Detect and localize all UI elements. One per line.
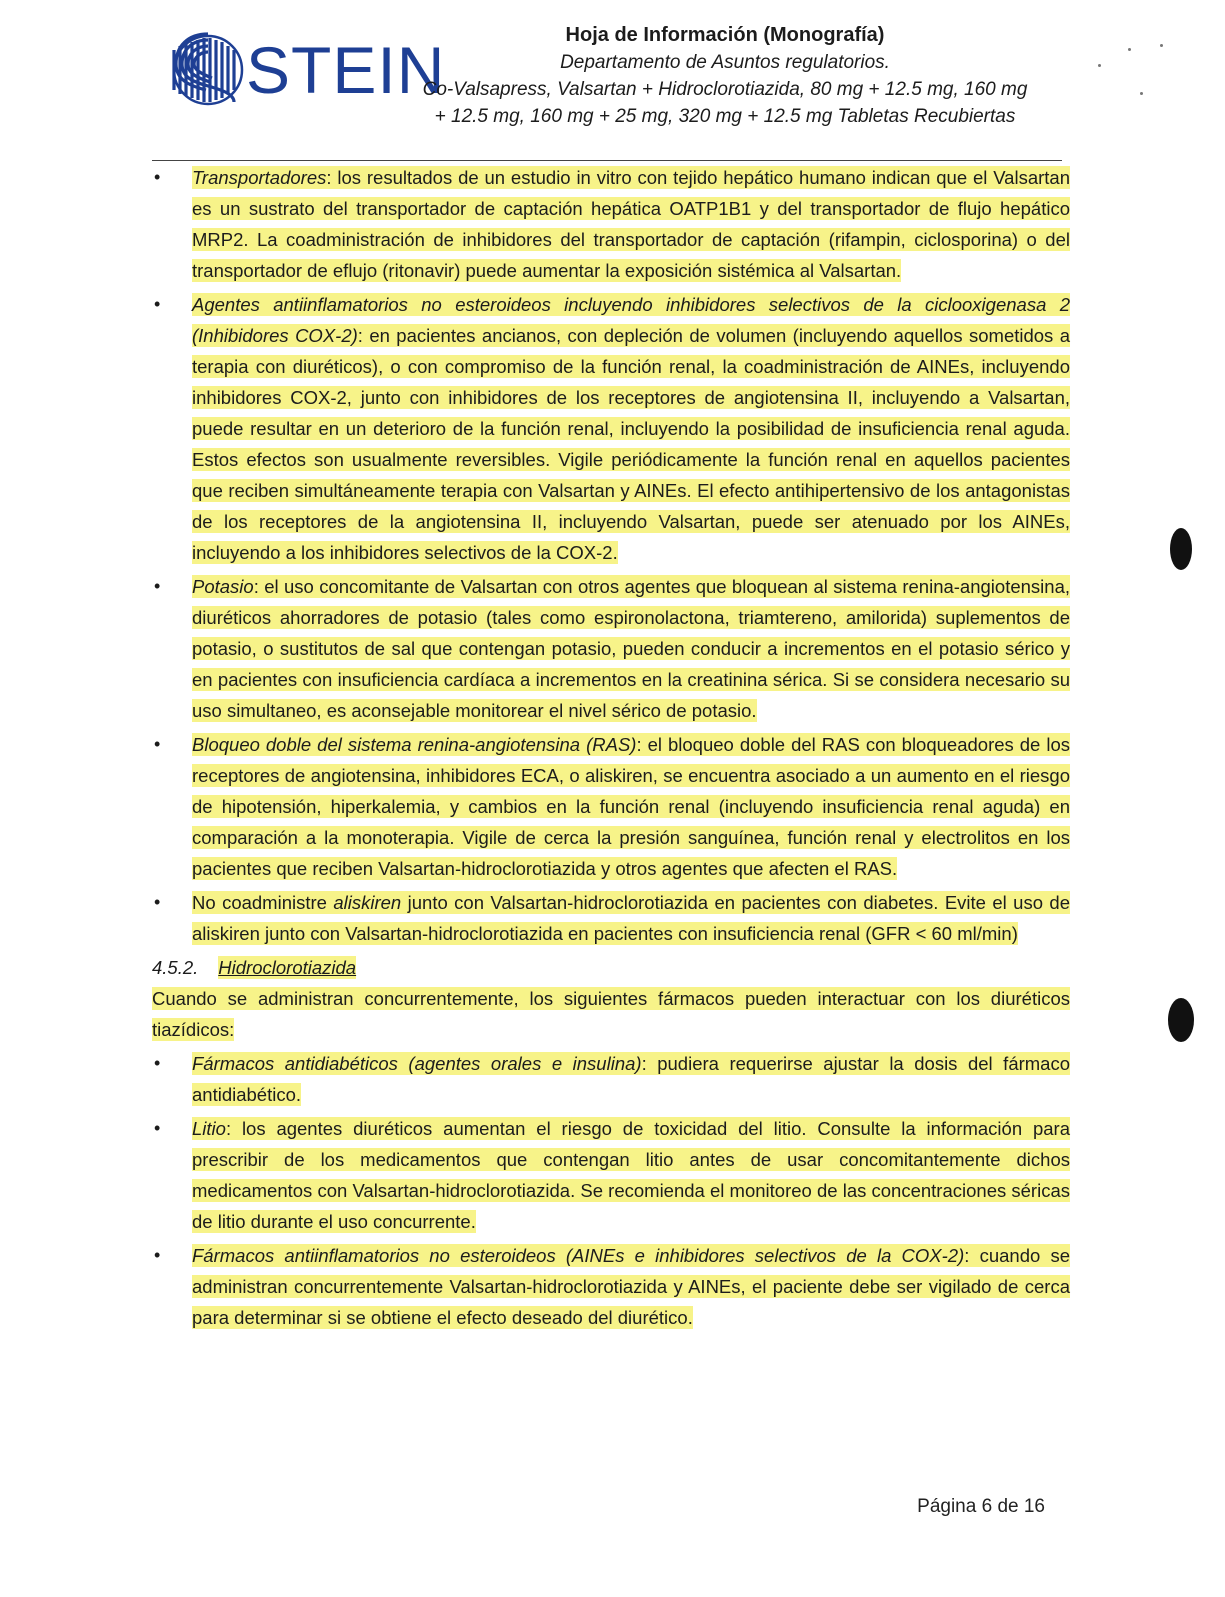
logo-wordmark: STEIN [246,33,446,107]
header-department: Departamento de Asuntos regulatorios. [560,52,890,73]
item-text: : el uso concomitante de Valsartan con otros agentes que bloquean al sistema renina-angiotensina, diuréticos ahorradores de potasio (tales como espironolactona, triamtereno, amilorida) suplementos de potasio, o sustitutos de sal que contengan potasio, pueden conducir a incrementos en el potasio sérico y en pacientes con insuficiencia cardíaca a incrementos en la creatinina sérica. Si se considera necesario su uso simultaneo, es aconsejable monitorear el nivel sérico de potasio. [192,576,1070,721]
list-item [152,162,1070,286]
bullet-icon: • [154,576,161,596]
list-item [152,289,1070,568]
header-product-line-1: Co-Valsapress, Valsartan + Hidroclorotiazida, 80 mg + 12.5 mg, 160 mg [422,79,1028,100]
document-header [385,22,1065,130]
section-number: 4.5.2. [152,957,199,978]
punch-hole-mark [1168,998,1194,1042]
item-term: Agentes antiinflamatorios no esteroideos incluyendo inhibidores selectivos de la ciclooxigenasa 2 (Inhibidores COX-2) [192,294,1070,346]
page-number: Página 6 de 16 [917,1496,1045,1517]
scan-speck [1128,48,1131,51]
bullet-icon: • [154,1118,161,1138]
logo-emblem-icon [168,30,248,110]
item-text: : el bloqueo doble del RAS con bloqueadores de los receptores de angiotensina, inhibidores ECA, o aliskiren, se encuentra asociado a un aumento en el riesgo de hipotensión, hiperkalemia, y cambios en la función renal (incluyendo insuficiencia renal aguda) en comparación a la monoterapia. Vigile de cerca la presión sanguínea, función renal y electrolitos en los pacientes que reciben Valsartan-hidroclorotiazida y otros agentes que afecten el RAS. [192,734,1070,879]
bullet-icon: • [154,294,161,314]
section-title: Hidroclorotiazida [218,957,357,978]
item-text: : los resultados de un estudio in vitro con tejido hepático humano indican que el Valsartan es un sustrato del transportador de captación hepática OATP1B1 y del transportador de flujo hepático MRP2. La coadministración de inhibidores del transportador de captación (rifampin, ciclosporina) o del transportador de eflujo (ritonavir) puede aumentar la exposición sistémica al Valsartan. [192,167,1070,281]
punch-hole-mark [1170,528,1192,570]
bullet-icon: • [154,734,161,754]
item-text: : en pacientes ancianos, con depleción de volumen (incluyendo aquellos sometidos a terapia con diuréticos), o con compromiso de la función renal, la coadministración de AINEs, incluyendo inhibidores COX-2, junto con inhibidores de los receptores de angiotensina II, incluyendo a Valsartan, puede resultar en un deterioro de la función renal, incluyendo la posibilidad de insuficiencia renal aguda. Estos efectos son usualmente reversibles. Vigile periódicamente la función renal en aquellos pacientes que reciben simultáneamente terapia con Valsartan y AINEs. El efecto antihipertensivo de los antagonistas de los receptores de la angiotensina II, incluyendo Valsartan, puede ser atenuado por los AINEs, incluyendo a los inhibidores selectivos de la COX-2. [192,325,1071,563]
header-product-line-2: + 12.5 mg, 160 mg + 25 mg, 320 mg + 12.5 mg Tabletas Recubiertas [434,106,1016,127]
list-item [152,1113,1070,1237]
bullet-icon: • [154,892,161,912]
item-text: : cuando se administran concurrentemente Valsartan-hidroclorotiazida y AINEs, el paciente debe ser vigilado de cerca para determinar si se obtiene el efecto deseado del diurético. [192,1245,1070,1328]
header-divider [152,160,1062,161]
scan-speck [1140,92,1143,95]
item-text: : los agentes diuréticos aumentan el riesgo de toxicidad del litio. Consulte la información para prescribir de los medicamentos que contengan litio antes de usar concomitantemente dichos medicamentos con Valsartan-hidroclorotiazida. Se recomienda el monitoreo de las concentraciones séricas de litio durante el uso concurrente. [192,1118,1070,1232]
bullet-icon: • [154,167,161,187]
item-term: Fármacos antiinflamatorios no esteroideos (AINEs e inhibidores selectivos de la COX-2) [192,1245,965,1266]
item-term: Fármacos antidiabéticos (agentes orales e insulina) [192,1053,642,1074]
item-text: : pudiera requerirse ajustar la dosis del fármaco antidiabético. [192,1053,1071,1105]
list-item [152,887,1070,949]
item-term: Bloqueo doble del sistema renina-angiotensina (RAS) [192,734,637,755]
item-term: Litio [192,1118,226,1139]
item-term: Potasio [192,576,254,597]
hctz-interactions-list [152,1048,1070,1333]
bullet-icon: • [154,1245,161,1265]
header-title: Hoja de Información (Monografía) [565,24,885,46]
list-item [152,571,1070,726]
item-term: aliskiren [333,892,402,913]
section-heading [152,952,1070,983]
list-item [152,1240,1070,1333]
document-body [152,162,1070,1336]
valsartan-interactions-list [152,162,1070,949]
scan-speck [1098,64,1101,67]
item-text-before: No coadministre [192,892,334,913]
section-intro: Cuando se administran concurrentemente, los siguientes fármacos pueden interactuar con los diuréticos tiazídicos: [152,988,1070,1040]
bullet-icon: • [154,1053,161,1073]
item-text-after: junto con Valsartan-hidroclorotiazida en pacientes con diabetes. Evite el uso de aliskiren junto con Valsartan-hidroclorotiazida en pacientes con insuficiencia renal (GFR < 60 ml/min) [192,892,1070,944]
stein-logo [168,30,446,110]
list-item [152,1048,1070,1110]
scan-speck [1160,44,1163,47]
list-item [152,729,1070,884]
item-term: Transportadores [192,167,327,188]
